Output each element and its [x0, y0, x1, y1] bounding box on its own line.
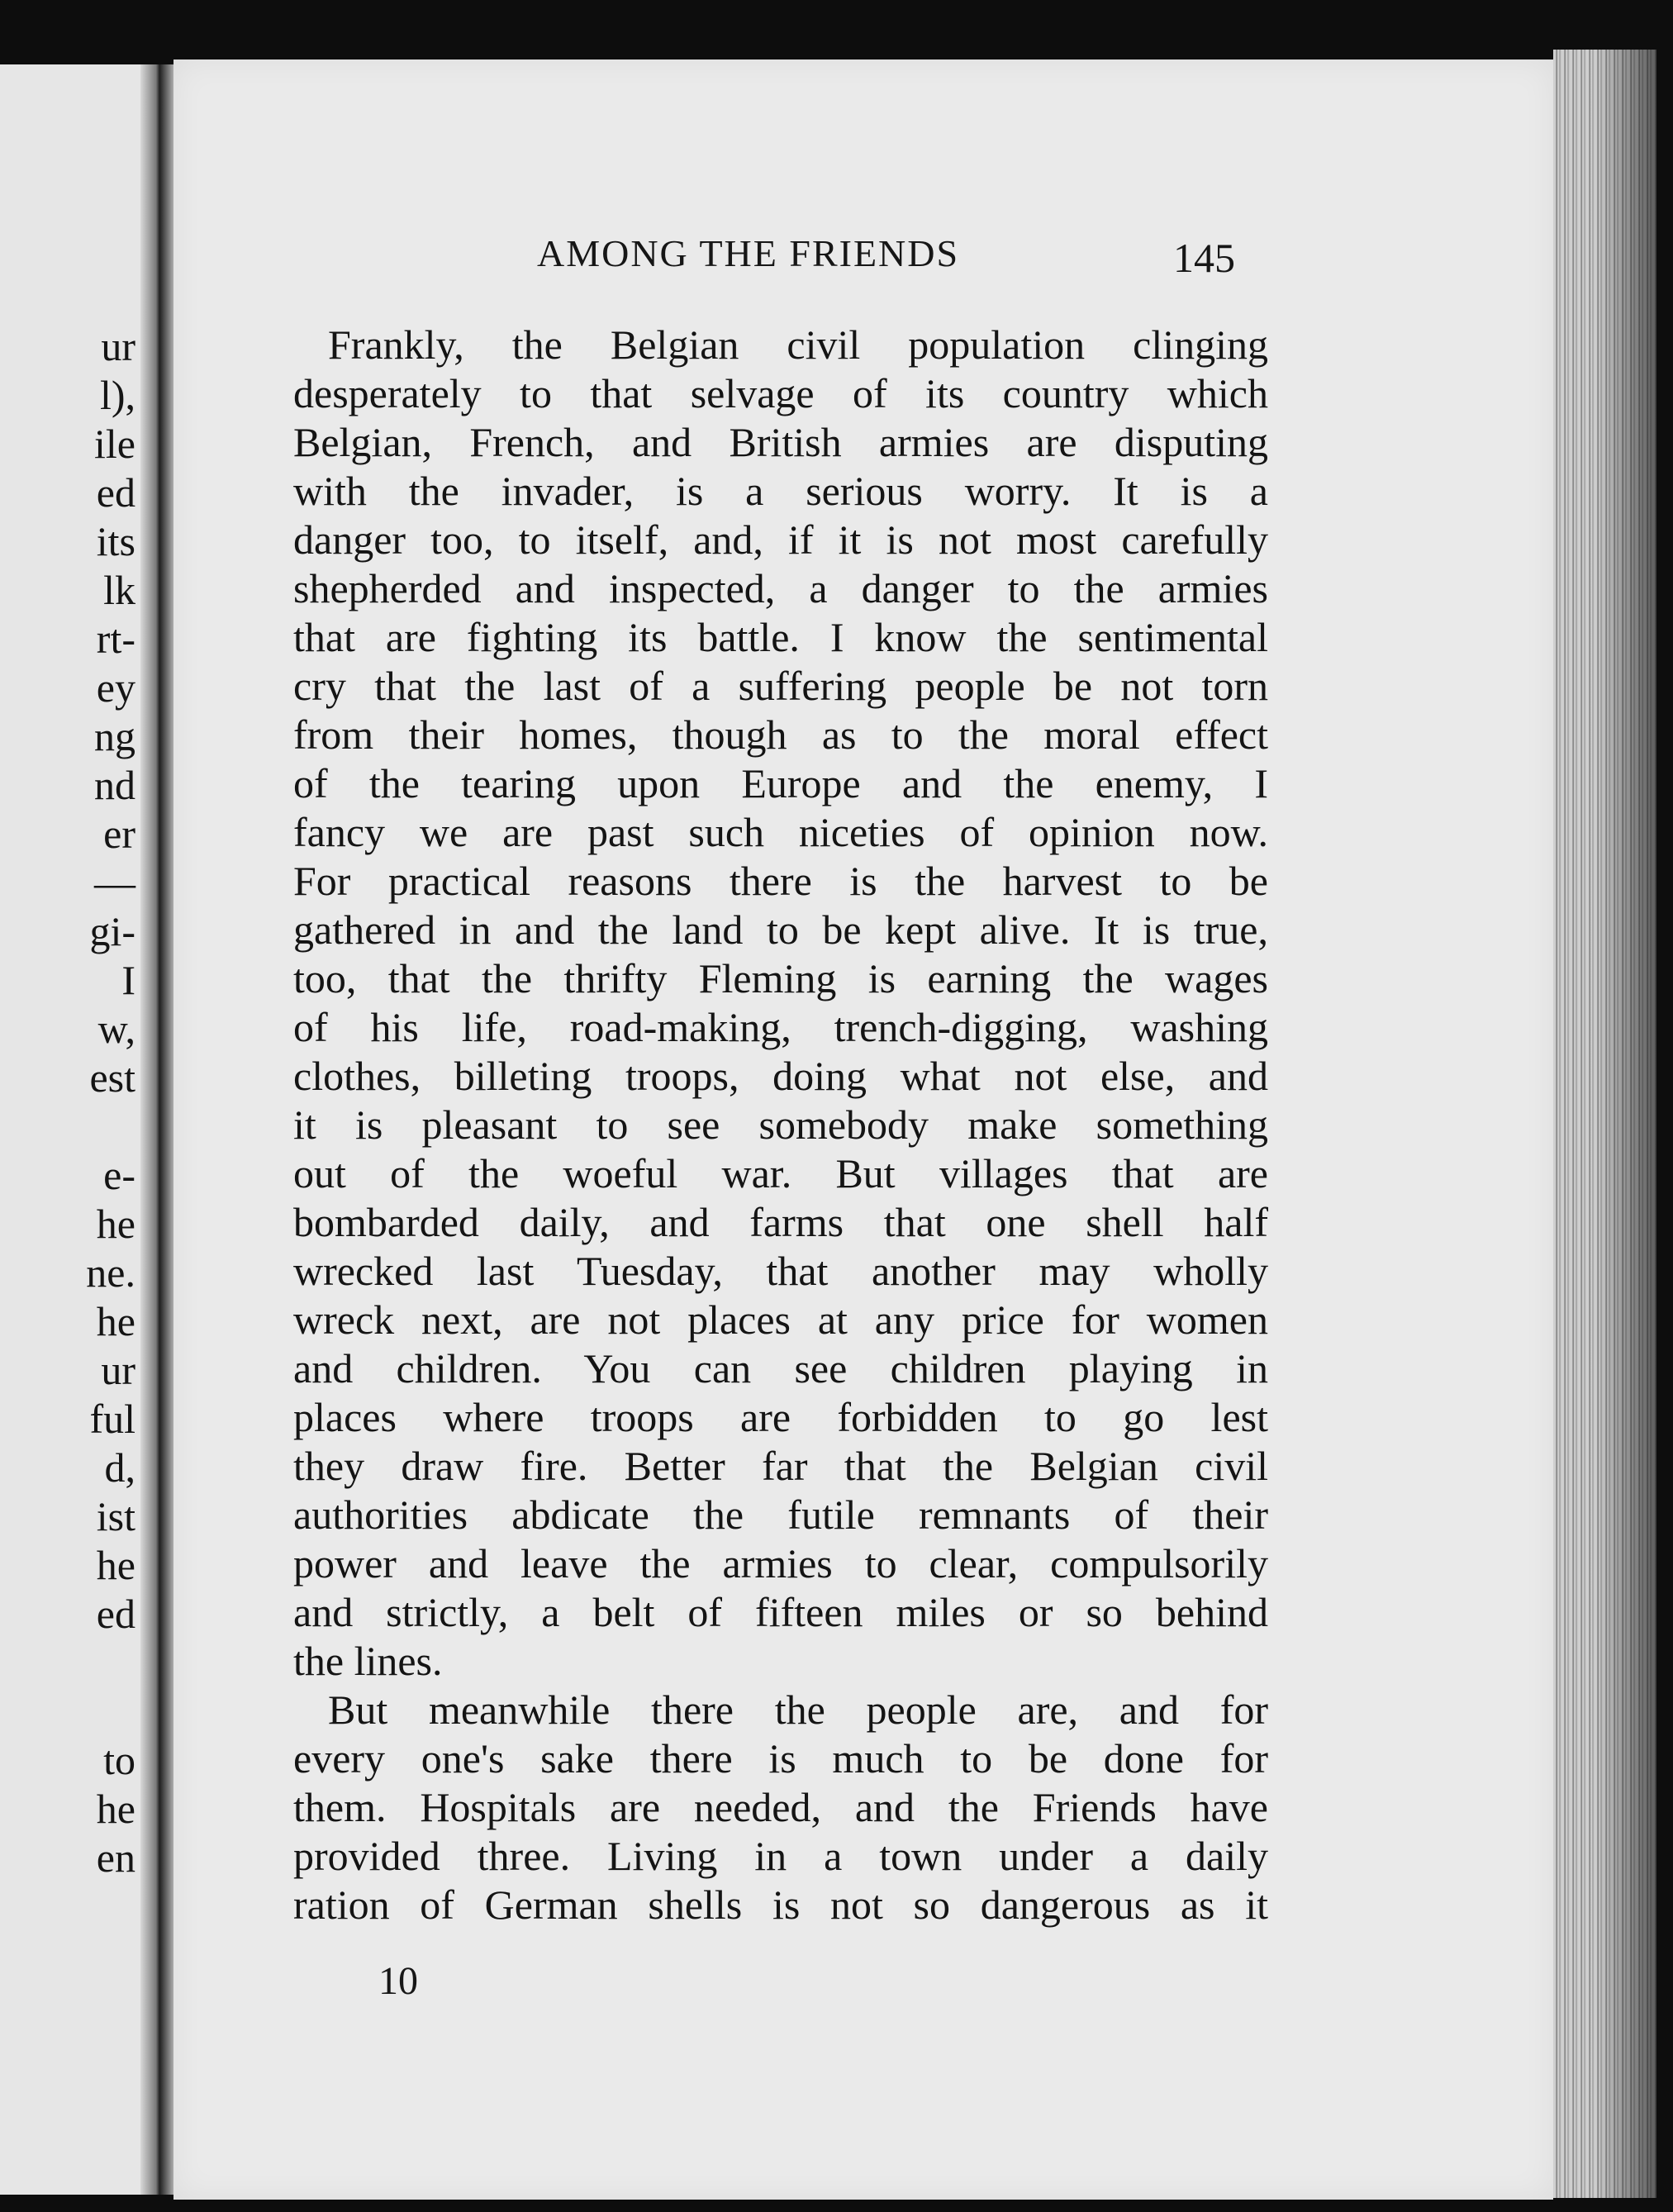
page-number: 145: [1173, 235, 1235, 281]
text-line: the lines.: [293, 1638, 443, 1684]
left-page-fragment: est: [89, 1054, 135, 1101]
text-line: provided three. Living in a town under a daily: [293, 1833, 1268, 1879]
left-page-fragment: he: [96, 1542, 135, 1588]
text-line: danger too, to itself, and, if it is not most carefully: [293, 516, 1268, 563]
body-text: [293, 321, 1268, 1929]
text-line: and strictly, a belt of fifteen miles or so behind: [293, 1589, 1268, 1635]
left-page-fragment: lk: [103, 567, 135, 613]
page-edges-shadow: [1595, 50, 1656, 2198]
left-page-fragment: ist: [96, 1493, 135, 1539]
text-line: out of the woeful war. But villages that are: [293, 1150, 1268, 1196]
text-line: with the invader, is a serious worry. It is a: [293, 468, 1268, 514]
text-line: fancy we are past such niceties of opinion now.: [293, 809, 1268, 855]
text-line: it is pleasant to see somebody make something: [293, 1101, 1268, 1148]
left-page-fragment: e-: [103, 1152, 135, 1198]
text-line: they draw fire. Better far that the Belgian civil: [293, 1443, 1268, 1489]
text-line: ration of German shells is not so dangerous as it: [293, 1881, 1268, 1928]
left-page-fragment: ey: [96, 664, 135, 711]
left-page-fragment: nd: [94, 762, 135, 808]
text-line: For practical reasons there is the harvest to be: [293, 858, 1268, 904]
text-line: gathered in and the land to be kept alive. It is true,: [293, 906, 1268, 953]
left-page-fragment: ful: [89, 1396, 135, 1442]
text-line: But meanwhile there the people are, and for: [328, 1686, 1268, 1733]
book-gutter: [140, 64, 175, 2195]
left-page-fragment: w,: [97, 1006, 135, 1052]
left-page-fragment: he: [96, 1786, 135, 1832]
left-page-fragment: ne.: [86, 1249, 135, 1296]
left-page-fragment: ng: [94, 713, 135, 759]
left-page-fragment: gi-: [89, 908, 135, 954]
left-page-fragment: I: [121, 957, 135, 1003]
left-page-fragment: —: [94, 859, 135, 906]
text-line: desperately to that selvage of its country which: [293, 370, 1268, 416]
text-line: Frankly, the Belgian civil population clinging: [328, 321, 1268, 368]
text-line: that are fighting its battle. I know the sentimental: [293, 614, 1268, 660]
text-line: power and leave the armies to clear, compulsorily: [293, 1540, 1268, 1586]
left-page-fragment: ed: [96, 469, 135, 516]
text-line: Belgian, French, and British armies are disputing: [293, 419, 1268, 465]
text-line: too, that the thrifty Fleming is earning the wages: [293, 955, 1268, 1001]
text-line: them. Hospitals are needed, and the Friends have: [293, 1784, 1268, 1830]
left-page-fragment: ur: [101, 323, 135, 369]
left-page-fragment: ile: [94, 421, 135, 467]
text-line: wreck next, are not places at any price for women: [293, 1296, 1268, 1343]
left-page-fragment: its: [96, 518, 135, 564]
text-line: every one's sake there is much to be done for: [293, 1735, 1268, 1781]
text-line: of the tearing upon Europe and the enemy, I: [293, 760, 1268, 806]
text-line: cry that the last of a suffering people be not torn: [293, 663, 1268, 709]
text-line: from their homes, though as to the moral effect: [293, 711, 1268, 758]
text-line: and children. You can see children playing in: [293, 1345, 1268, 1391]
text-line: shepherded and inspected, a danger to the armies: [293, 565, 1268, 611]
left-page-fragment: rt-: [96, 616, 135, 662]
running-head: AMONG THE FRIENDS: [537, 232, 960, 274]
previous-page-edge: [0, 64, 140, 2195]
left-page-fragment: he: [96, 1201, 135, 1247]
left-page-fragment: en: [96, 1834, 135, 1881]
left-page-fragment: d,: [104, 1444, 135, 1491]
text-line: wrecked last Tuesday, that another may wholly: [293, 1248, 1268, 1294]
text-line: authorities abdicate the futile remnants of their: [293, 1491, 1268, 1538]
paragraph-1: [293, 321, 1268, 1686]
left-page-fragment: ur: [101, 1347, 135, 1393]
paragraph-2: [293, 1686, 1268, 1929]
text-line: clothes, billeting troops, doing what not else, and: [293, 1053, 1268, 1099]
left-page-fragment: l),: [99, 372, 135, 418]
left-page-fragment: to: [103, 1737, 135, 1783]
left-page-fragment: he: [96, 1298, 135, 1344]
text-line: bombarded daily, and farms that one shell half: [293, 1199, 1268, 1245]
left-page-fragment: ed: [96, 1591, 135, 1637]
text-line: places where troops are forbidden to go lest: [293, 1394, 1268, 1440]
text-line: of his life, road-making, trench-digging, washing: [293, 1004, 1268, 1050]
signature-mark: 10: [378, 1959, 418, 2003]
left-page-fragment: er: [103, 811, 135, 857]
